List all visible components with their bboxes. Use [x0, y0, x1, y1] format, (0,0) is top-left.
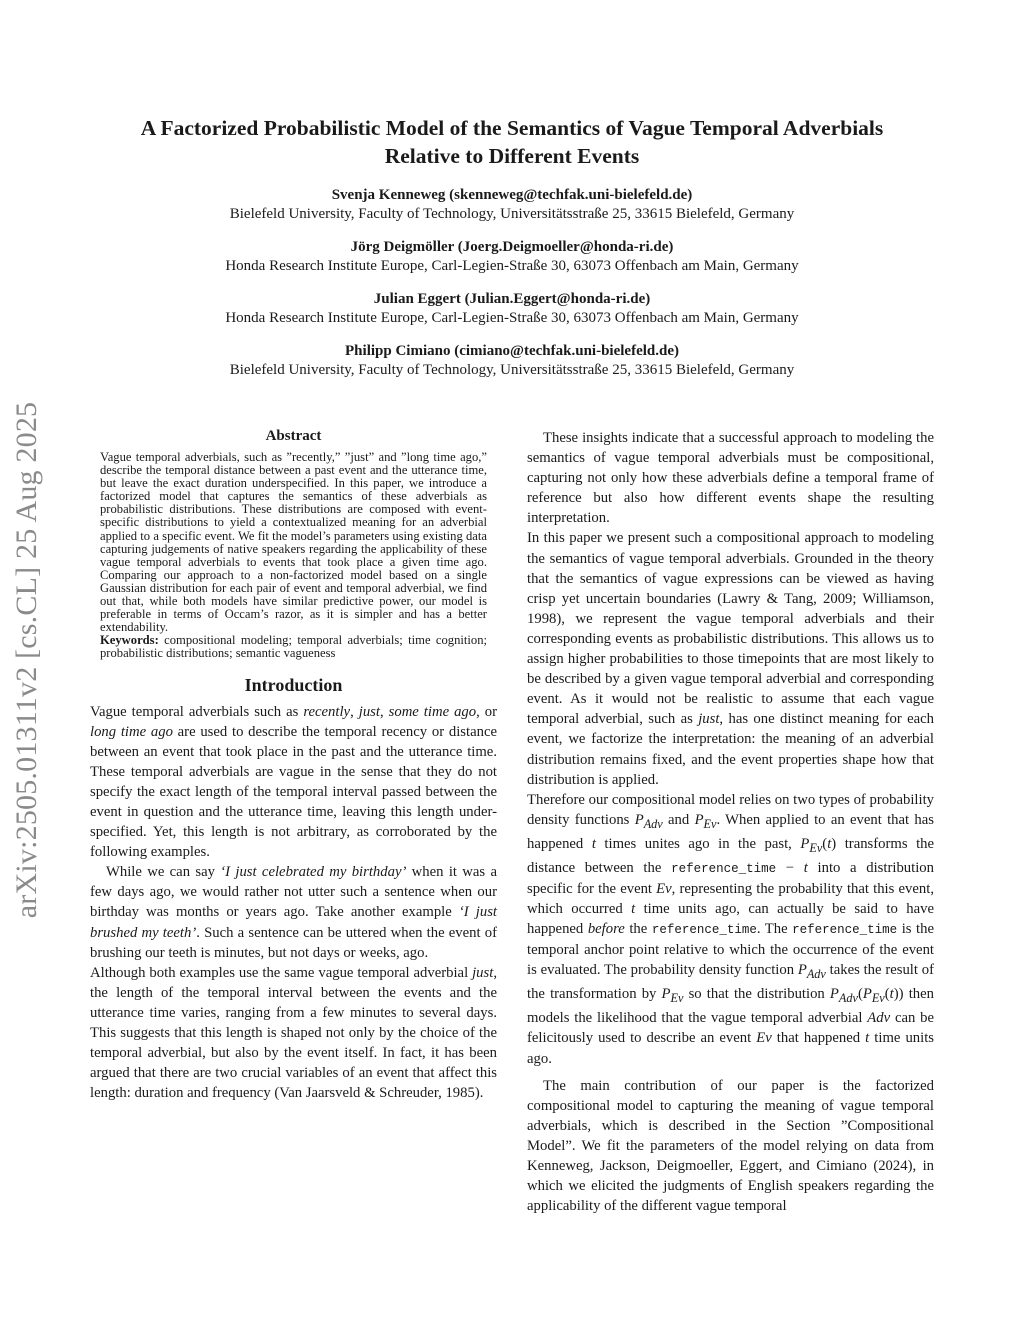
author-name: Philipp Cimiano (cimiano@techfak.uni-bielefeld.de) — [345, 343, 679, 359]
left-column — [90, 428, 497, 1103]
author-block — [80, 186, 944, 394]
keywords-text: compositional modeling; temporal adverbials; time cognition; probabilistic distributions; semantic vagueness — [100, 633, 487, 661]
author-affiliation: Honda Research Institute Europe, Carl-Legien-Straße 30, 63073 Offenbach am Main, Germany — [225, 310, 799, 326]
intro-paragraph-1: Vague temporal adverbials such as recently, just, some time ago, or long time ago are used to describe the temporal recency or distance between an event that took place in the past and the utterance time. These temporal adverbials are vague in the sense that they do not specify the exact length of the temporal interval passed between the event in question and the utterance time, leaving this length under-specified. Yet, this length is not arbitrary, as corroborated by the following examples. — [90, 703, 497, 861]
introduction-heading: Introduction — [244, 674, 343, 695]
right-paragraph-2: In this paper we present such a compositional approach to modeling the semantics of vague temporal adverbials. Grounded in the theory that the semantics of vague expressions can be viewed as having crisp yet uncertain boundaries (Lawry & Tang, 2009; Williamson, 1998), we represent the vague temporal adverbials and their corresponding events as probabilistic distributions. This allows us to assign higher probabilities to those timepoints that are most likely to be described by a given vague temporal adverbial and corresponding event. As it would not be realistic to assume that each vague temporal adverbial, such as just, has one distinct meaning for each event, we factorize the interpretation: the meaning of an adverbial distribution remains fixed, and the event properties shape how that distribution is applied. — [527, 530, 934, 788]
author-affiliation: Bielefeld University, Faculty of Technology, Universitätsstraße 25, 33615 Bielefeld, Germany — [229, 362, 795, 378]
arxiv-identifier: arXiv:2505.01311v2 [cs.CL] 25 Aug 2025 — [10, 401, 43, 919]
author-entry — [80, 342, 944, 380]
abstract-heading: Abstract — [265, 428, 322, 444]
author-affiliation: Honda Research Institute Europe, Carl-Legien-Straße 30, 63073 Offenbach am Main, Germany — [225, 258, 799, 274]
keywords-label: Keywords: — [100, 633, 159, 648]
right-column — [527, 428, 934, 1216]
abstract-section — [90, 428, 497, 661]
intro-paragraph-2: While we can say ‘I just celebrated my birthday’ when it was a few days ago, we would rather not utter such a sentence when our birthday was months or years ago. Take another example ‘I just brushed my teeth’. Such a sentence can be uttered when the event of brushing our teeth is minutes, but not days or weeks, ago. — [90, 864, 497, 961]
title-line-1: A Factorized Probabilistic Model of the Semantics of Vague Temporal Adverbials — [140, 116, 884, 140]
author-entry — [80, 238, 944, 276]
author-name: Jörg Deigmöller (Joerg.Deigmoeller@honda-ri.de) — [350, 239, 674, 255]
intro-paragraph-3: Although both examples use the same vague temporal adverbial just, the length of the temporal interval between the events and the utterance time varies, ranging from a few minutes to several days. This suggests that this length is shaped not only by the choice of the temporal adverbial, but also by the event itself. In fact, it has been argued that there are two crucial variables of an event that affect this length: duration and frequency (Van Jaarsveld & Schreuder, 1985). — [90, 964, 497, 1102]
right-paragraph-1: These insights indicate that a successful approach to modeling the semantics of vague temporal adverbials must be compositional, capturing not only how these adverbials define a temporal frame of reference but also how different events shape the resulting interpretation. — [527, 430, 934, 527]
right-paragraph-3: Therefore our compositional model relies on two types of probability density functions $P_{Adv}$ and $P_{Ev}$. When applied to an event that has happened t times unites ago in the past, $P_{Ev}(t)$ transforms the distance between the reference_time − t into a distribution specific for the event Ev, representing the probability that this event, which occurred t time units ago, can actually be said to have happened before the reference_time. The reference_time is the temporal anchor point relative to which the occurrence of the event is evaluated. The probability density function $P_{Adv}$ takes the result of the transformation by $P_{Ev}$ so that the distribution $P_{Adv}(P_{Ev}(t))$ then models the likelihood that the vague temporal adverbial Adv can be felicitously used to describe an event Ev that happened t time units ago. — [527, 791, 935, 1067]
paper-title — [80, 114, 944, 170]
keywords — [100, 634, 487, 660]
author-name: Svenja Kenneweg (skenneweg@techfak.uni-bielefeld.de) — [331, 187, 693, 203]
title-line-2: Relative to Different Events — [384, 144, 640, 168]
author-affiliation: Bielefeld University, Faculty of Technology, Universitätsstraße 25, 33615 Bielefeld, Germany — [229, 206, 795, 222]
abstract-text: Vague temporal adverbials, such as ”recently,” ”just” and ”long time ago,” describe the temporal distance between a past event and the utterance time, but leave the exact duration underspecified. In this paper, we introduce a factorized model that captures the semantics of these adverbials as probabilistic distributions. These distributions are composed with event-specific distributions to yield a contextualized meaning for an adverbial applied to a specific event. We fit the model’s parameters using existing data capturing judgements of native speakers regarding the applicability of these vague temporal adverbials to events that took place a given time ago. Comparing our approach to a non-factorized model based on a single Gaussian distribution for each pair of event and temporal adverbial, we find out that, while both models have similar predictive power, our model is preferable in terms of Occam’s razor, as it is simpler and has a better extendability. — [100, 450, 487, 635]
author-entry — [80, 186, 944, 224]
author-name: Julian Eggert (Julian.Eggert@honda-ri.de) — [373, 291, 651, 307]
right-paragraph-4: The main contribution of our paper is the factorized compositional model to capturing the meaning of vague temporal adverbials, which is described in the Section ”Compositional Model”. We fit the parameters of the model relying on data from Kenneweg, Jackson, Deigmoeller, Eggert, and Cimiano (2024), in which we elicited the judgments of English speakers regarding the applicability of the different vague temporal — [527, 1077, 934, 1215]
author-entry — [80, 290, 944, 328]
